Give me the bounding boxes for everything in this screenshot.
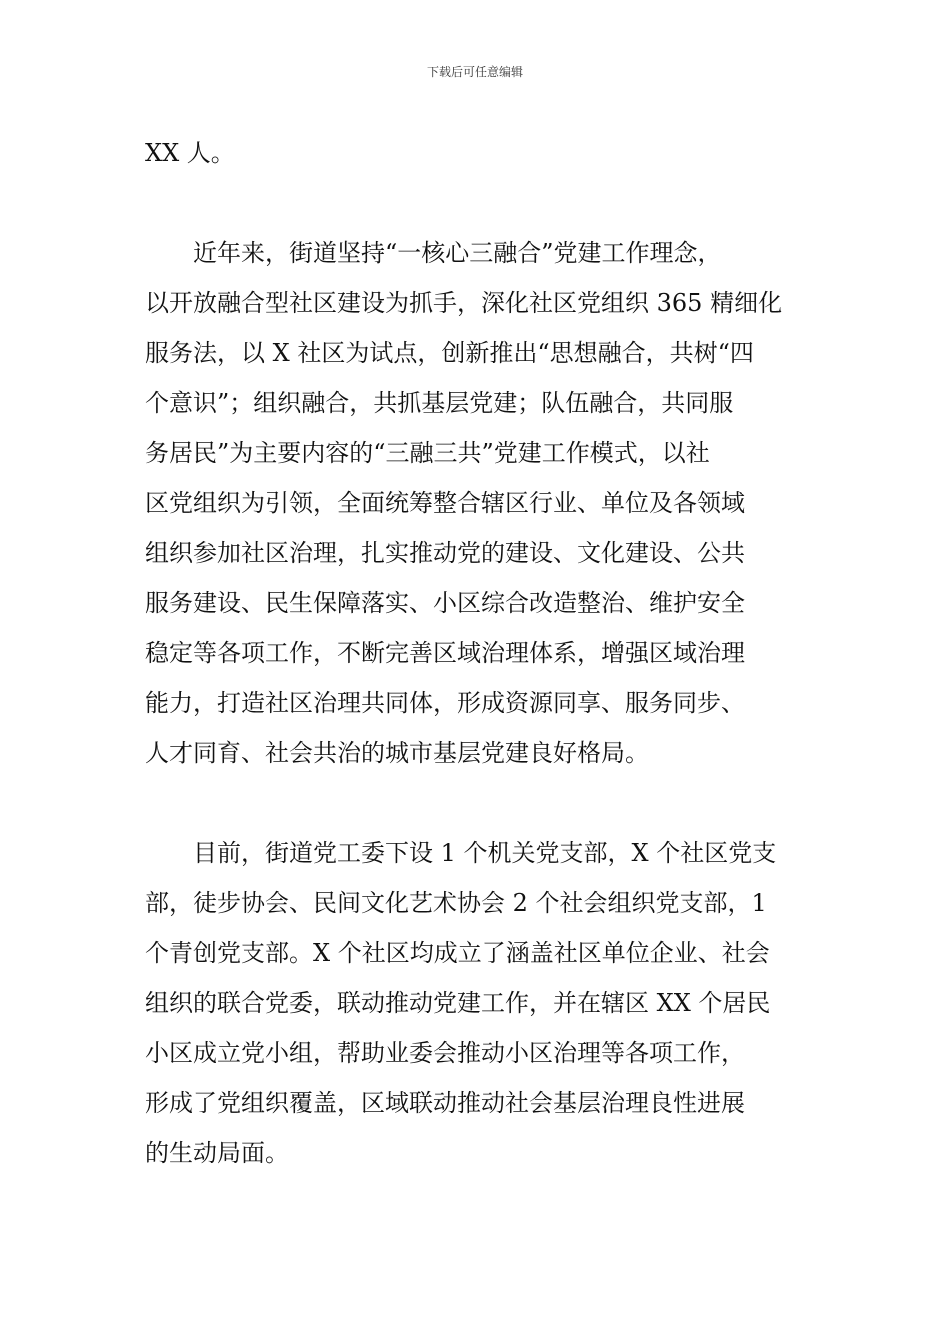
- text-line: 能力，打造社区治理共同体，形成资源同享、服务同步、: [145, 689, 745, 717]
- text-line: 组织的联合党委，联动推动党建工作，并在辖区 XX 个居民: [145, 989, 771, 1017]
- text-line: 个青创党支部。X 个社区均成立了涵盖社区单位企业、社会: [145, 939, 770, 967]
- text-line: 的生动局面。: [145, 1139, 289, 1167]
- paragraph-2: [145, 228, 807, 778]
- paragraph-1: [145, 128, 807, 178]
- text-line: 服务建设、民生保障落实、小区综合改造整治、维护安全: [145, 589, 745, 617]
- page-header: 下载后可任意编辑: [426, 65, 523, 79]
- text-line: 区党组织为引领，全面统筹整合辖区行业、单位及各领域: [145, 489, 745, 517]
- text-line: 以开放融合型社区建设为抓手，深化社区党组织 365 精细化: [145, 289, 783, 317]
- text-line: 近年来，街道坚持“一核心三融合”党建工作理念，: [145, 239, 722, 267]
- text-line: 务居民”为主要内容的“三融三共”党建工作模式，以社: [145, 439, 710, 467]
- text-line: 服务法，以 X 社区为试点，创新推出“思想融合，共树“四: [145, 339, 754, 367]
- text-line: 个意识”；组织融合，共抓基层党建；队伍融合，共同服: [145, 389, 734, 417]
- text-line: 组织参加社区治理，扎实推动党的建设、文化建设、公共: [145, 539, 745, 567]
- paragraph-3: [145, 828, 807, 1178]
- text-line: 人才同育、社会共治的城市基层党建良好格局。: [145, 739, 649, 767]
- text-line: 目前，街道党工委下设 1 个机关党支部，X 个社区党支: [145, 839, 777, 867]
- document-body: [145, 128, 807, 1178]
- text-line: 形成了党组织覆盖，区域联动推动社会基层治理良性进展: [145, 1089, 745, 1117]
- text-line: 稳定等各项工作，不断完善区域治理体系，增强区域治理: [145, 639, 745, 667]
- text-line: XX 人。: [145, 139, 235, 167]
- text-line: 小区成立党小组，帮助业委会推动小区治理等各项工作，: [145, 1039, 745, 1067]
- text-line: 部，徒步协会、民间文化艺术协会 2 个社会组织党支部，1: [145, 889, 767, 917]
